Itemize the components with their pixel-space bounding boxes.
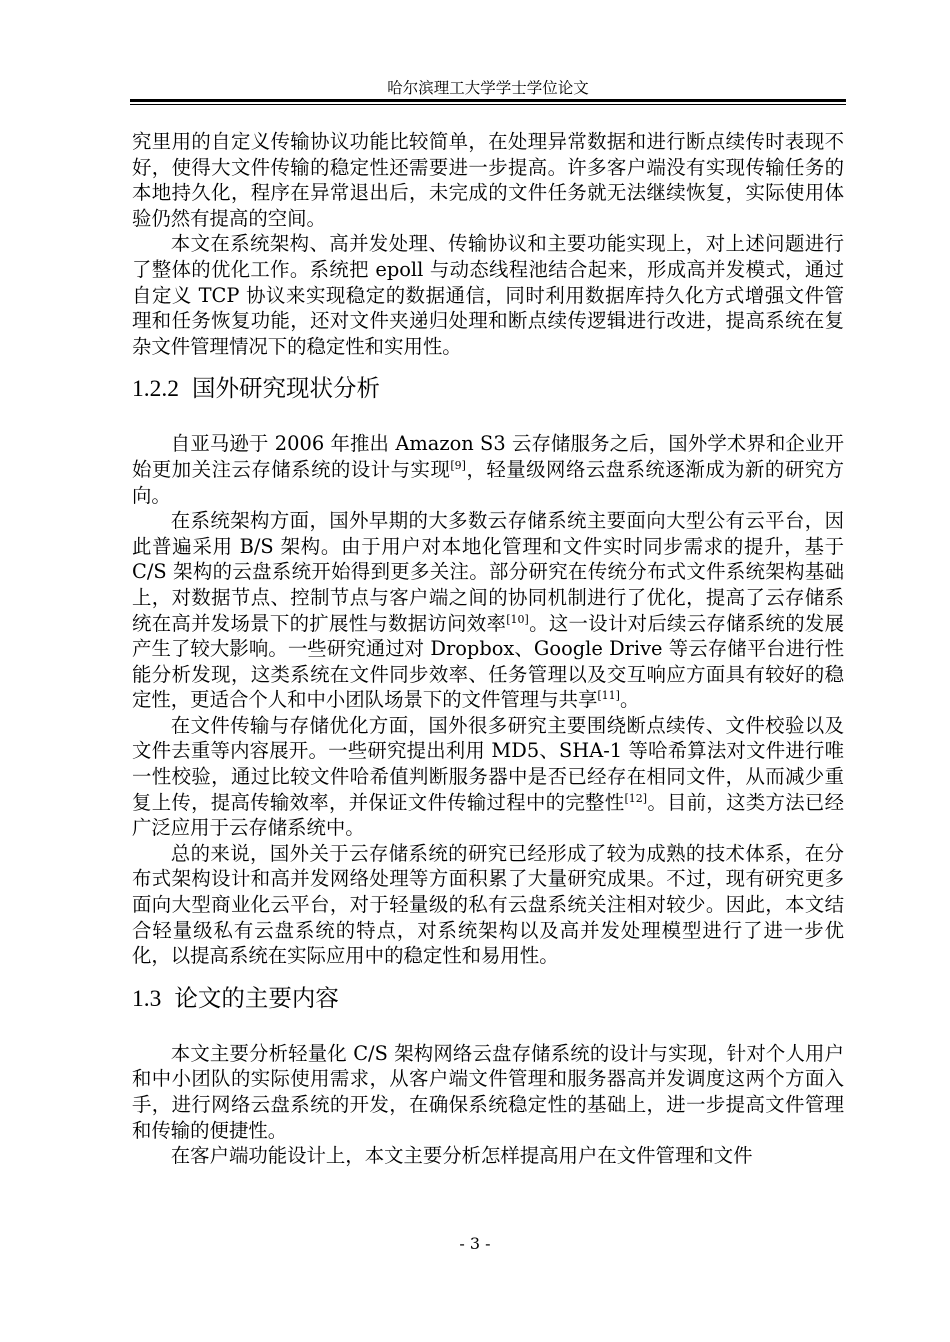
section-number: 1.2.2 <box>132 376 179 403</box>
citation: [9] <box>450 458 466 472</box>
text-run: 在文件传输与存储优化方面，国外很多研究主要围绕断点续传、文件校验以及文件去重等内容展开。一些研究提出利用 MD5、SHA-1 等哈希算法对文件进行唯一性校验，通过比较文件哈希值判断服务器中是否已经存在相同文件，从而减少重复上传，提高传输效率，并保证文件传输过程中的完整性 <box>132 713 844 814</box>
header-rule-thick <box>130 99 846 102</box>
paragraph <box>132 713 844 841</box>
paragraph <box>132 431 844 508</box>
running-head: 哈尔滨理工大学学士学位论文 <box>387 79 589 97</box>
section-heading-1-2-2 <box>132 373 844 404</box>
text-run: ，轻量级网络云盘系统逐渐成为新的研究方向。 <box>132 457 845 507</box>
paragraph: 在客户端功能设计上，本文主要分析怎样提高用户在文件管理和文件 <box>170 1144 753 1168</box>
citation: [12] <box>624 791 648 805</box>
text-run: 在系统架构方面，国外早期的大多数云存储系统主要面向大型公有云平台，因此普遍采用 B/S 架构。由于用户对本地化管理和文件实时同步需求的提升，基于 C/S 架构的云盘系统开始得到更多关注。部分研究在传统分布式文件系统架构基础上，对数据节点、控制节点与客户端之间的协同机制进行了优化，提高了云存储系统在高并发场景下的扩展性与数据访问效率 <box>132 509 844 635</box>
paragraph-continued: 究里用的自定义传输协议功能比较简单，在处理异常数据和进行断点续传时表现不好，使得大文件传输的稳定性还需要进一步提高。许多客户端没有实现传输任务的本地持久化，程序在异常退出后，未完成的文件任务就无法继续恢复，实际使用体验仍然有提高的空间。 <box>132 130 844 230</box>
body-text <box>132 129 844 1169</box>
paragraph: 本文主要分析轻量化 C/S 架构网络云盘存储系统的设计与实现，针对个人用户和中小团队的实际使用需求，从客户端文件管理和服务器高并发调度这两个方面入手，进行网络云盘系统的开发，在确保系统稳定性的基础上，进一步提高文件管理和传输的便捷性。 <box>132 1041 844 1142</box>
text-run: 。这一设计对后续云存储系统的发展产生了较大影响。一些研究通过对 Dropbox、Google Drive 等云存储平台进行性能分析发现，这类系统在文件同步效率、任务管理以及交互响应方面具有较好的稳定性，更适合个人和中小团队场景下的文件管理与共享 <box>132 611 845 712</box>
header-rule-thin <box>130 104 846 105</box>
text-run: 自亚马逊于 2006 年推出 Amazon S3 云存储服务之后，国外学术界和企业开始更加关注云存储系统的设计与实现 <box>132 432 844 481</box>
citation: [10] <box>506 612 529 626</box>
paragraph: 总的来说，国外关于云存储系统的研究已经形成了较为成熟的技术体系，在分布式架构设计和高并发网络处理等方面积累了大量研究成果。不过，现有研究更多面向大型商业化云平台，对于轻量级的私有云盘系统关注相对较少。因此，本文结合轻量级私有云盘系统的特点，对系统架构以及高并发处理模型进行了进一步优化，以提高系统在实际应用中的稳定性和易用性。 <box>132 841 844 968</box>
paragraph <box>132 508 844 713</box>
section-heading-1-3 <box>132 983 844 1014</box>
text-run: 。目前，这类方法已经广泛应用于云存储系统中。 <box>132 790 845 840</box>
citation: [11] <box>597 689 620 703</box>
section-number: 1.3 <box>132 985 162 1012</box>
text-run: 。 <box>619 688 640 712</box>
paragraph: 本文在系统架构、高并发处理、传输协议和主要功能实现上，对上述问题进行了整体的优化工作。系统把 epoll 与动态线程池结合起来，形成高并发模式，通过自定义 TCP 协议来实现稳定的数据通信，同时利用数据库持久化方式增强文件管理和任务恢复功能，还对文件夹递归处理和断点续传逻辑进行改进，提高系统在复杂文件管理情况下的稳定性和实用性。 <box>132 232 844 358</box>
section-title: 国外研究现状分析 <box>192 374 380 403</box>
page-number: - 3 - <box>459 1234 491 1253</box>
section-title: 论文的主要内容 <box>174 983 339 1012</box>
